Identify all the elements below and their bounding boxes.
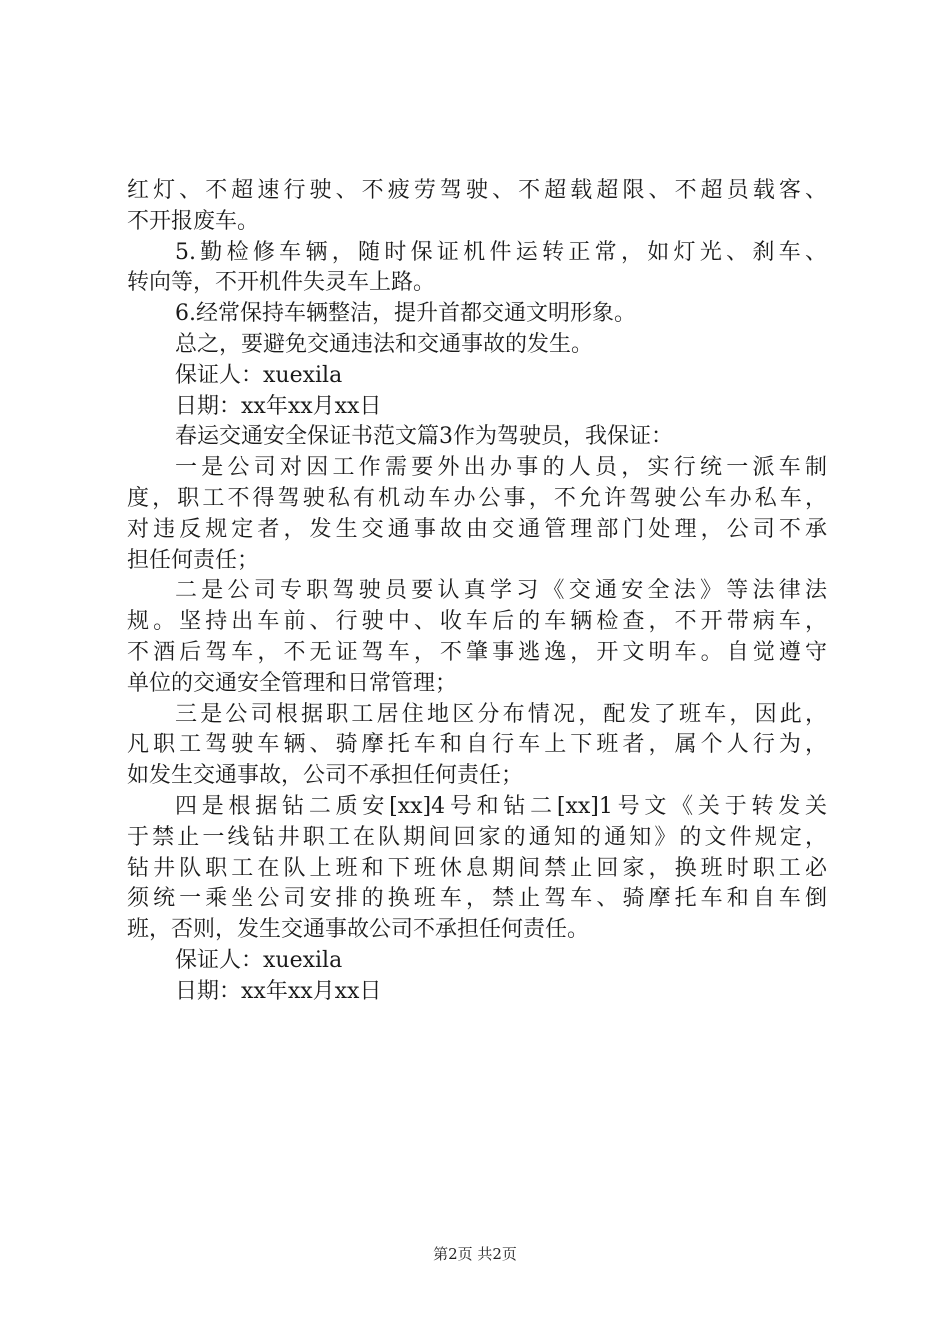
text-line: 春运交通安全保证书范文篇3作为驾驶员，我保证： [175, 424, 673, 450]
text-line: 如发生交通事故，公司不承担任何责任； [127, 763, 524, 789]
text-line: 转向等，不开机件失灵车上路。 [127, 270, 436, 296]
text-line: 一是公司对因工作需要外出办事的人员，实行统一派车制 [175, 455, 827, 481]
text-line: 不开报废车。 [127, 208, 260, 234]
text-line: 凡职工驾驶车辆、骑摩托车和自行车上下班者，属个人行为， [127, 732, 827, 758]
text-line: 担任何责任； [127, 547, 260, 573]
text-line: 6.经常保持车辆整洁，提升首都交通文明形象。 [175, 301, 636, 327]
text-line: 班，否则，发生交通事故公司不承担任何责任。 [127, 917, 590, 943]
text-line: 日期：xx年xx月xx日 [175, 978, 382, 1004]
text-line: 四是根据钻二质安[xx]4号和钻二[xx]1号文《关于转发关 [175, 793, 827, 819]
text-line: 总之，要避免交通违法和交通事故的发生。 [175, 331, 594, 357]
text-line: 规。坚持出车前、行驶中、收车后的车辆检查，不开带病车， [127, 609, 827, 635]
text-line: 度，职工不得驾驶私有机动车办公事，不允许驾驶公车办私车， [127, 485, 827, 511]
page-footer: 第2页 共2页 [433, 1245, 517, 1263]
text-line: 保证人：xuexila [175, 947, 343, 973]
text-line: 对违反规定者，发生交通事故由交通管理部门处理，公司不承 [127, 516, 827, 542]
text-line: 日期：xx年xx月xx日 [175, 393, 382, 419]
document-body [127, 176, 827, 1008]
text-line: 5.勤检修车辆，随时保证机件运转正常，如灯光、刹车、 [175, 239, 827, 265]
text-line: 于禁止一线钻井职工在队期间回家的通知的通知》的文件规定， [127, 824, 827, 850]
text-line: 红灯、不超速行驶、不疲劳驾驶、不超载超限、不超员载客、 [127, 178, 827, 203]
text-line: 保证人：xuexila [175, 362, 343, 388]
text-line: 钻井队职工在队上班和下班休息期间禁止回家，换班时职工必 [127, 855, 827, 881]
text-line: 不酒后驾车，不无证驾车，不肇事逃逸，开文明车。自觉遵守 [127, 639, 827, 665]
text-line: 二是公司专职驾驶员要认真学习《交通安全法》等法律法 [175, 578, 827, 604]
text-line: 单位的交通安全管理和日常管理； [127, 670, 458, 696]
text-line: 三是公司根据职工居住地区分布情况，配发了班车，因此， [175, 701, 827, 727]
text-line: 须统一乘坐公司安排的换班车，禁止驾车、骑摩托车和自车倒 [127, 886, 827, 912]
